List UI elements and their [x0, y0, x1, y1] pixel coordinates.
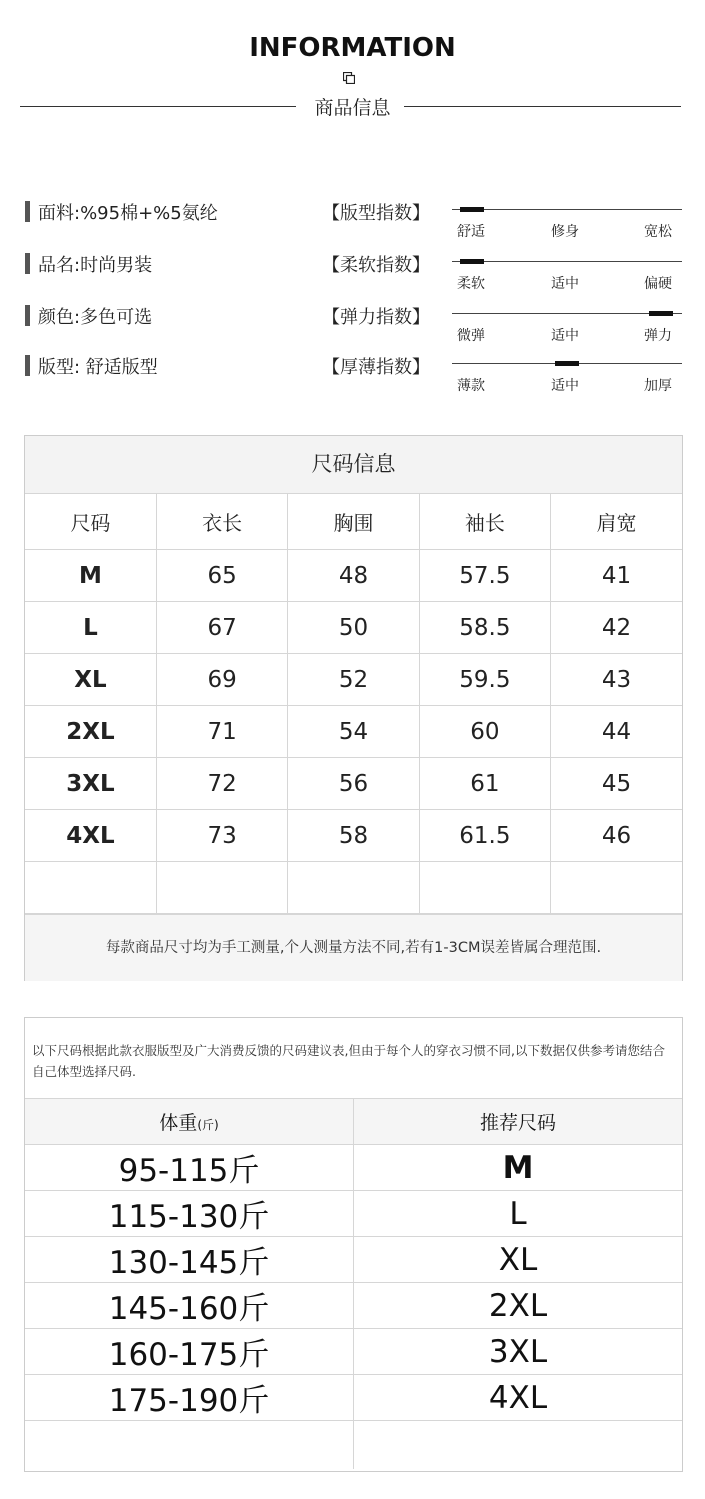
page-title: INFORMATION	[249, 33, 456, 63]
size-cell: 2XL	[25, 706, 156, 758]
scale-marker	[460, 207, 484, 212]
size-cell: L	[25, 602, 156, 654]
table-row	[25, 654, 682, 706]
index-label: 【版型指数】	[322, 203, 430, 224]
table-row	[25, 1283, 682, 1329]
recommended-size-cell: 2XL	[354, 1283, 683, 1329]
weight-cell: 175-190斤	[25, 1375, 354, 1421]
value-cell: 61.5	[419, 810, 550, 862]
header-cell-weight	[25, 1099, 354, 1145]
value-cell: 54	[288, 706, 419, 758]
value-cell: 72	[156, 758, 287, 810]
value-cell: 42	[551, 602, 682, 654]
empty-row	[25, 862, 682, 914]
table-row	[25, 1375, 682, 1421]
copy-icon	[343, 72, 355, 84]
scale-marker	[460, 259, 484, 264]
table-row	[25, 602, 682, 654]
weight-cell: 160-175斤	[25, 1329, 354, 1375]
table-row	[25, 1191, 682, 1237]
recommended-size-cell: M	[354, 1145, 683, 1191]
size-cell: XL	[25, 654, 156, 706]
value-cell: 50	[288, 602, 419, 654]
recommended-size-cell: 3XL	[354, 1329, 683, 1375]
header-cell: 尺码	[25, 494, 156, 550]
header-cell: 胸围	[288, 494, 419, 550]
weight-cell: 115-130斤	[25, 1191, 354, 1237]
empty-cell	[25, 862, 156, 914]
index-label: 【柔软指数】	[322, 255, 430, 276]
weight-header: 体重	[159, 1112, 198, 1134]
scale-option: 适中	[551, 276, 579, 292]
info-label: 面料:%95棉+%5氨纶	[38, 203, 218, 224]
header-cell-size: 推荐尺码	[354, 1099, 683, 1145]
recommendation-grid	[25, 1098, 682, 1469]
table-row	[25, 758, 682, 810]
value-cell: 48	[288, 550, 419, 602]
empty-cell	[156, 862, 287, 914]
size-header-row	[25, 494, 682, 550]
value-cell: 69	[156, 654, 287, 706]
scale-option: 适中	[551, 378, 579, 394]
recommendation-intro: 以下尺码根据此款衣服版型及广大消费反馈的尺码建议表,但由于每个人的穿衣习惯不同,以下数据仅供参考请您结合自己体型选择尺码.	[32, 1043, 665, 1079]
weight-cell: 130-145斤	[25, 1237, 354, 1283]
weight-unit: (斤)	[197, 1118, 219, 1132]
size-table	[24, 435, 683, 981]
scale-option: 柔软	[457, 276, 485, 292]
value-cell: 52	[288, 654, 419, 706]
value-cell: 56	[288, 758, 419, 810]
scale-option: 弹力	[644, 328, 672, 344]
empty-cell	[551, 862, 682, 914]
value-cell: 46	[551, 810, 682, 862]
recommended-size-cell: L	[354, 1191, 683, 1237]
scale-track	[452, 313, 682, 314]
recommended-size-cell: 4XL	[354, 1375, 683, 1421]
section-subtitle: 商品信息	[314, 97, 391, 119]
scale-option: 舒适	[457, 224, 485, 240]
index-label: 【弹力指数】	[322, 307, 430, 328]
scale-track	[452, 261, 682, 262]
scale-option: 薄款	[457, 378, 485, 394]
size-cell: 4XL	[25, 810, 156, 862]
value-cell: 58	[288, 810, 419, 862]
value-cell: 45	[551, 758, 682, 810]
info-bullet	[25, 201, 30, 222]
value-cell: 71	[156, 706, 287, 758]
info-label: 版型: 舒适版型	[38, 357, 158, 378]
info-row-fit	[0, 353, 705, 393]
scale-marker	[555, 361, 579, 366]
empty-row	[25, 1421, 682, 1470]
info-label: 颜色:多色可选	[38, 307, 153, 328]
size-recommendation-table	[24, 1017, 683, 1472]
value-cell: 65	[156, 550, 287, 602]
weight-cell: 95-115斤	[25, 1145, 354, 1191]
table-row	[25, 550, 682, 602]
info-bullet	[25, 355, 30, 376]
value-cell: 44	[551, 706, 682, 758]
scale-option: 宽松	[644, 224, 672, 240]
scale-marker	[649, 311, 673, 316]
info-row-color	[0, 303, 705, 343]
size-table-title: 尺码信息	[25, 436, 682, 494]
table-row	[25, 1145, 682, 1191]
size-cell: M	[25, 550, 156, 602]
empty-cell	[419, 862, 550, 914]
size-grid	[25, 493, 682, 914]
value-cell: 43	[551, 654, 682, 706]
recommendation-header-row	[25, 1099, 682, 1145]
info-row-name	[0, 251, 705, 291]
scale-option: 微弹	[457, 328, 485, 344]
measurement-note: 每款商品尺寸均为手工测量,个人测量方法不同,若有1-3CM误差皆属合理范围.	[25, 914, 682, 981]
info-row-fabric	[0, 199, 705, 239]
table-row	[25, 1237, 682, 1283]
header-cell: 肩宽	[551, 494, 682, 550]
value-cell: 60	[419, 706, 550, 758]
table-row	[25, 706, 682, 758]
info-bullet	[25, 253, 30, 274]
empty-cell	[25, 1421, 354, 1470]
value-cell: 73	[156, 810, 287, 862]
info-bullet	[25, 305, 30, 326]
info-label: 品名:时尚男装	[38, 255, 153, 276]
table-row	[25, 810, 682, 862]
value-cell: 58.5	[419, 602, 550, 654]
size-cell: 3XL	[25, 758, 156, 810]
scale-option: 加厚	[644, 378, 672, 394]
value-cell: 41	[551, 550, 682, 602]
scale-option: 偏硬	[644, 276, 672, 292]
index-label: 【厚薄指数】	[322, 357, 430, 378]
empty-cell	[354, 1421, 683, 1470]
table-row	[25, 1329, 682, 1375]
value-cell: 57.5	[419, 550, 550, 602]
header-cell: 衣长	[156, 494, 287, 550]
empty-cell	[288, 862, 419, 914]
recommended-size-cell: XL	[354, 1237, 683, 1283]
weight-cell: 145-160斤	[25, 1283, 354, 1329]
header-cell: 袖长	[419, 494, 550, 550]
value-cell: 67	[156, 602, 287, 654]
value-cell: 61	[419, 758, 550, 810]
value-cell: 59.5	[419, 654, 550, 706]
scale-option: 修身	[551, 224, 579, 240]
scale-track	[452, 209, 682, 210]
scale-option: 适中	[551, 328, 579, 344]
